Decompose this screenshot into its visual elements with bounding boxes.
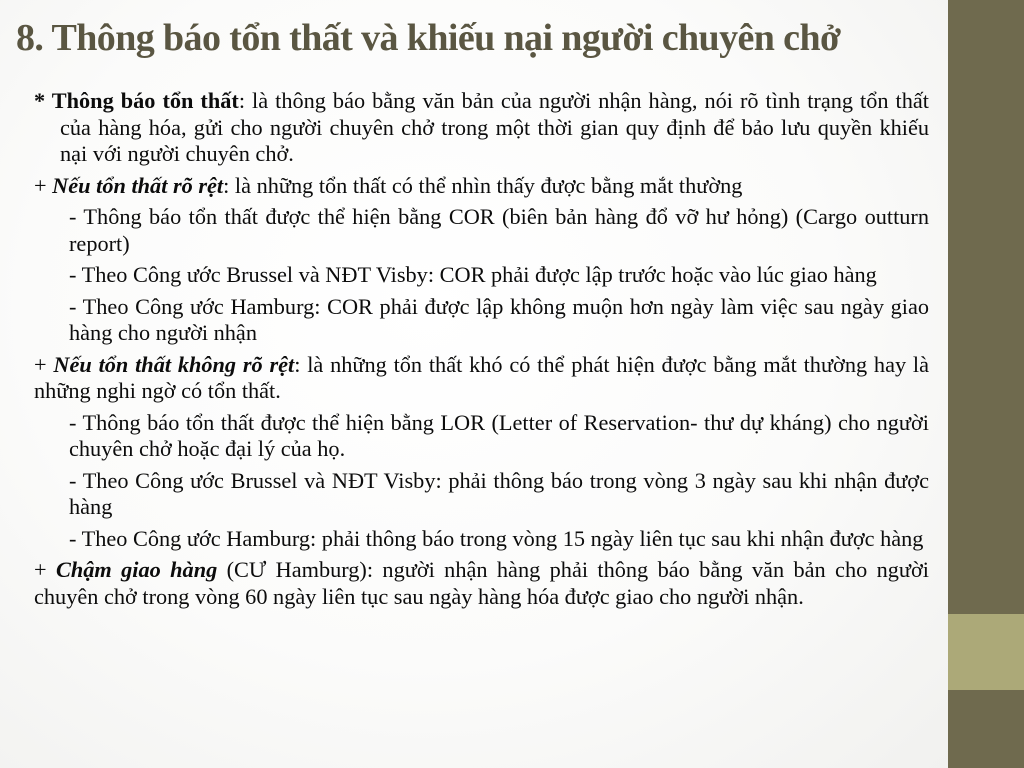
paragraph-brussel-visby-cor: - Theo Công ước Brussel và NĐT Visby: COR phải được lập trước hoặc vào lúc giao hàng [69,262,877,287]
paragraph-non-apparent-loss [34,352,929,405]
bullet-marker: + [34,557,56,582]
paragraph-text: (CƯ Hamburg): người nhận hàng phải thông báo bằng văn bản cho người chuyên chở trong vòng 60 ngày liên tục sau ngày hàng hóa được giao cho người nhận. [34,557,929,609]
term-apparent-loss: Nếu tổn thất rõ rệt [52,172,224,198]
paragraph-apparent-loss [34,173,929,200]
bullet-marker: + [34,172,53,198]
term-non-apparent-loss: Nếu tổn thất không rõ rệt [53,351,295,377]
sidebar-accent-block [948,614,1024,690]
paragraph-delayed-delivery [34,557,929,610]
term-loss-notice: Thông báo tổn thất [51,88,239,113]
paragraph-text: : là thông báo bằng văn bản của người nhận hàng, nói rõ tình trạng tổn thất của hàng hóa, gửi cho người chuyên chở trong một thời gian quy định để bảo lưu quyền khiếu nại với người chuyên chở. [60,88,929,166]
slide-title: 8. Thông báo tổn thất và khiếu nại người chuyên chở [16,17,841,59]
paragraph-text: : là những tổn thất có thể nhìn thấy được bằng mắt thường [223,172,743,198]
term-delayed-delivery: Chậm giao hàng [55,557,218,582]
paragraph-text: : là những tổn thất khó có thể phát hiện được bằng mắt thường hay là những nghi ngờ có tổn thất. [34,351,929,403]
bullet-marker: * [34,88,52,113]
paragraph-hamburg-cor: - Theo Công ước Hamburg: COR phải được lập không muộn hơn ngày làm việc sau ngày giao hàng cho người nhận [69,293,929,345]
paragraph-loss-notice-definition [34,88,929,168]
paragraph-cor-notice: - Thông báo tổn thất được thể hiện bằng COR (biên bản hàng đổ vỡ hư hỏng) (Cargo outturn report) [69,204,929,256]
slide-body [34,88,929,615]
paragraph-lor-notice: - Thông báo tổn thất được thể hiện bằng LOR (Letter of Reservation- thư dự kháng) cho người chuyên chở hoặc đại lý của họ. [69,409,929,461]
bullet-marker: + [34,351,54,377]
paragraph-brussel-visby-3-days: - Theo Công ước Brussel và NĐT Visby: phải thông báo trong vòng 3 ngày sau khi nhận được hàng [69,467,929,519]
paragraph-hamburg-15-days: - Theo Công ước Hamburg: phải thông báo trong vòng 15 ngày liên tục sau khi nhận được hàng [69,525,924,551]
